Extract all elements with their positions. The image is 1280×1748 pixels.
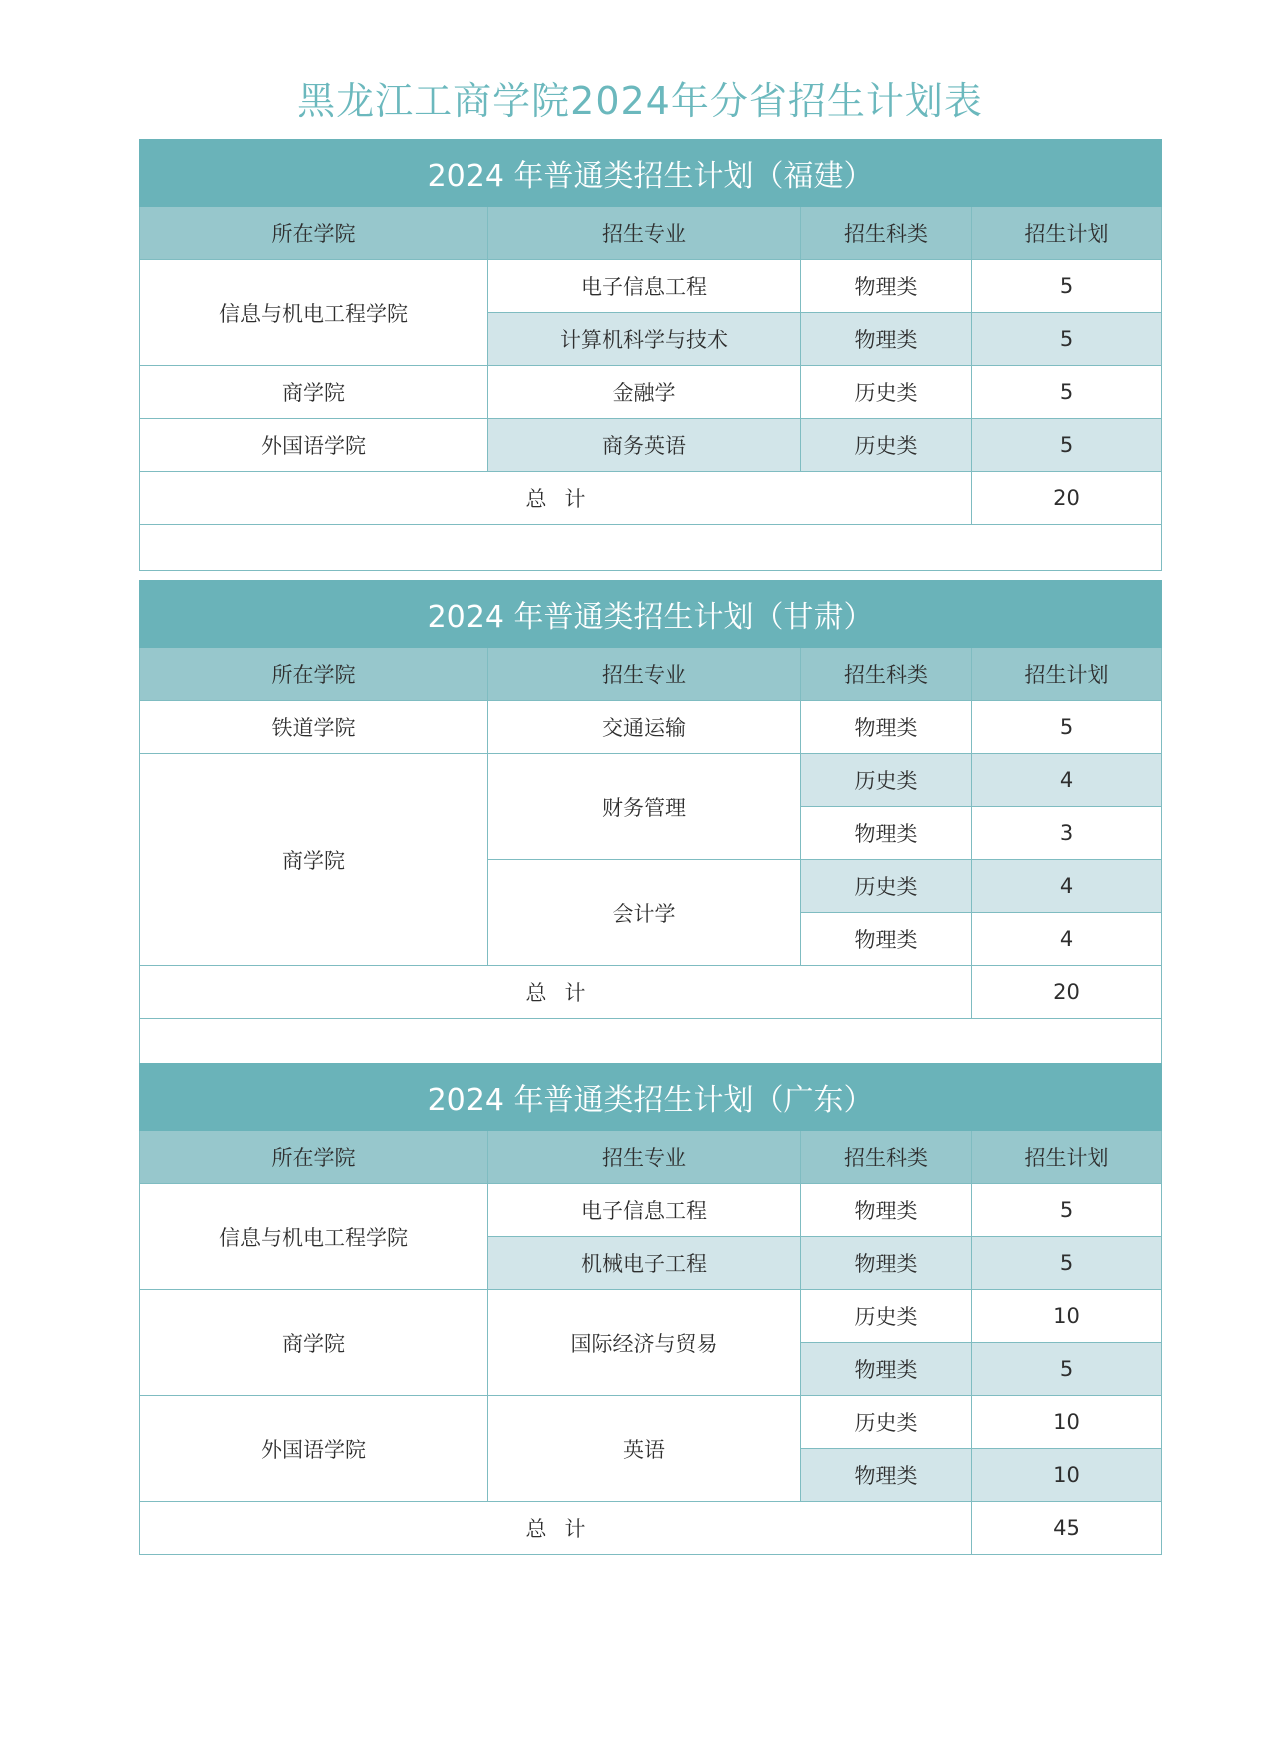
gansu-table xyxy=(139,580,1162,1065)
plan-cell: 10 xyxy=(972,1290,1162,1343)
category-cell: 物理类 xyxy=(801,260,972,313)
major-cell: 金融学 xyxy=(488,366,801,419)
category-cell: 物理类 xyxy=(801,807,972,860)
category-cell: 物理类 xyxy=(801,1184,972,1237)
header-plan: 招生计划 xyxy=(972,207,1162,260)
category-cell: 物理类 xyxy=(801,313,972,366)
total-value: 20 xyxy=(972,472,1162,525)
category-cell: 物理类 xyxy=(801,701,972,754)
major-cell: 电子信息工程 xyxy=(488,260,801,313)
table-row xyxy=(140,754,1162,807)
header-college: 所在学院 xyxy=(140,648,488,701)
table-row xyxy=(140,701,1162,754)
category-cell: 物理类 xyxy=(801,913,972,966)
header-category: 招生科类 xyxy=(801,207,972,260)
plan-cell: 5 xyxy=(972,366,1162,419)
category-cell: 历史类 xyxy=(801,419,972,472)
plan-cell: 5 xyxy=(972,1237,1162,1290)
total-row xyxy=(140,966,1162,1019)
header-college: 所在学院 xyxy=(140,1131,488,1184)
fujian-table xyxy=(139,139,1162,571)
header-major: 招生专业 xyxy=(488,648,801,701)
header-plan: 招生计划 xyxy=(972,648,1162,701)
category-cell: 历史类 xyxy=(801,366,972,419)
header-major: 招生专业 xyxy=(488,1131,801,1184)
college-cell: 外国语学院 xyxy=(140,1396,488,1502)
category-cell: 历史类 xyxy=(801,860,972,913)
college-cell: 铁道学院 xyxy=(140,701,488,754)
plan-cell: 3 xyxy=(972,807,1162,860)
plan-cell: 5 xyxy=(972,260,1162,313)
college-cell: 商学院 xyxy=(140,754,488,966)
gansu-banner: 2024 年普通类招生计划（甘肃） xyxy=(140,581,1162,648)
table-row xyxy=(140,1184,1162,1237)
page-title: 黑龙江工商学院2024年分省招生计划表 xyxy=(297,79,983,123)
guangdong-banner: 2024 年普通类招生计划（广东） xyxy=(140,1064,1162,1131)
header-college: 所在学院 xyxy=(140,207,488,260)
total-row xyxy=(140,1502,1162,1555)
total-value: 20 xyxy=(972,966,1162,1019)
plan-cell: 5 xyxy=(972,701,1162,754)
plan-cell: 4 xyxy=(972,913,1162,966)
category-cell: 历史类 xyxy=(801,1396,972,1449)
fujian-banner: 2024 年普通类招生计划（福建） xyxy=(140,140,1162,207)
plan-cell: 10 xyxy=(972,1449,1162,1502)
total-row xyxy=(140,472,1162,525)
college-cell: 信息与机电工程学院 xyxy=(140,1184,488,1290)
major-cell: 商务英语 xyxy=(488,419,801,472)
college-cell: 信息与机电工程学院 xyxy=(140,260,488,366)
major-cell: 财务管理 xyxy=(488,754,801,860)
total-label: 总计 xyxy=(140,472,972,525)
major-cell: 机械电子工程 xyxy=(488,1237,801,1290)
header-category: 招生科类 xyxy=(801,648,972,701)
category-cell: 历史类 xyxy=(801,1290,972,1343)
category-cell: 物理类 xyxy=(801,1449,972,1502)
major-cell: 交通运输 xyxy=(488,701,801,754)
table-row xyxy=(140,1290,1162,1343)
major-cell: 会计学 xyxy=(488,860,801,966)
guangdong-table xyxy=(139,1063,1162,1555)
major-cell: 计算机科学与技术 xyxy=(488,313,801,366)
college-cell: 外国语学院 xyxy=(140,419,488,472)
header-category: 招生科类 xyxy=(801,1131,972,1184)
category-cell: 历史类 xyxy=(801,754,972,807)
category-cell: 物理类 xyxy=(801,1343,972,1396)
total-value: 45 xyxy=(972,1502,1162,1555)
plan-cell: 5 xyxy=(972,1343,1162,1396)
category-cell: 物理类 xyxy=(801,1237,972,1290)
plan-cell: 5 xyxy=(972,313,1162,366)
total-label: 总计 xyxy=(140,1502,972,1555)
plan-cell: 5 xyxy=(972,419,1162,472)
spacer-row xyxy=(140,525,1162,571)
table-row xyxy=(140,366,1162,419)
plan-cell: 4 xyxy=(972,860,1162,913)
header-major: 招生专业 xyxy=(488,207,801,260)
college-cell: 商学院 xyxy=(140,366,488,419)
table-row xyxy=(140,419,1162,472)
major-cell: 英语 xyxy=(488,1396,801,1502)
spacer-row xyxy=(140,1019,1162,1065)
plan-cell: 5 xyxy=(972,1184,1162,1237)
major-cell: 国际经济与贸易 xyxy=(488,1290,801,1396)
major-cell: 电子信息工程 xyxy=(488,1184,801,1237)
total-label: 总计 xyxy=(140,966,972,1019)
table-row xyxy=(140,260,1162,313)
plan-cell: 10 xyxy=(972,1396,1162,1449)
college-cell: 商学院 xyxy=(140,1290,488,1396)
plan-cell: 4 xyxy=(972,754,1162,807)
table-row xyxy=(140,1396,1162,1449)
header-plan: 招生计划 xyxy=(972,1131,1162,1184)
